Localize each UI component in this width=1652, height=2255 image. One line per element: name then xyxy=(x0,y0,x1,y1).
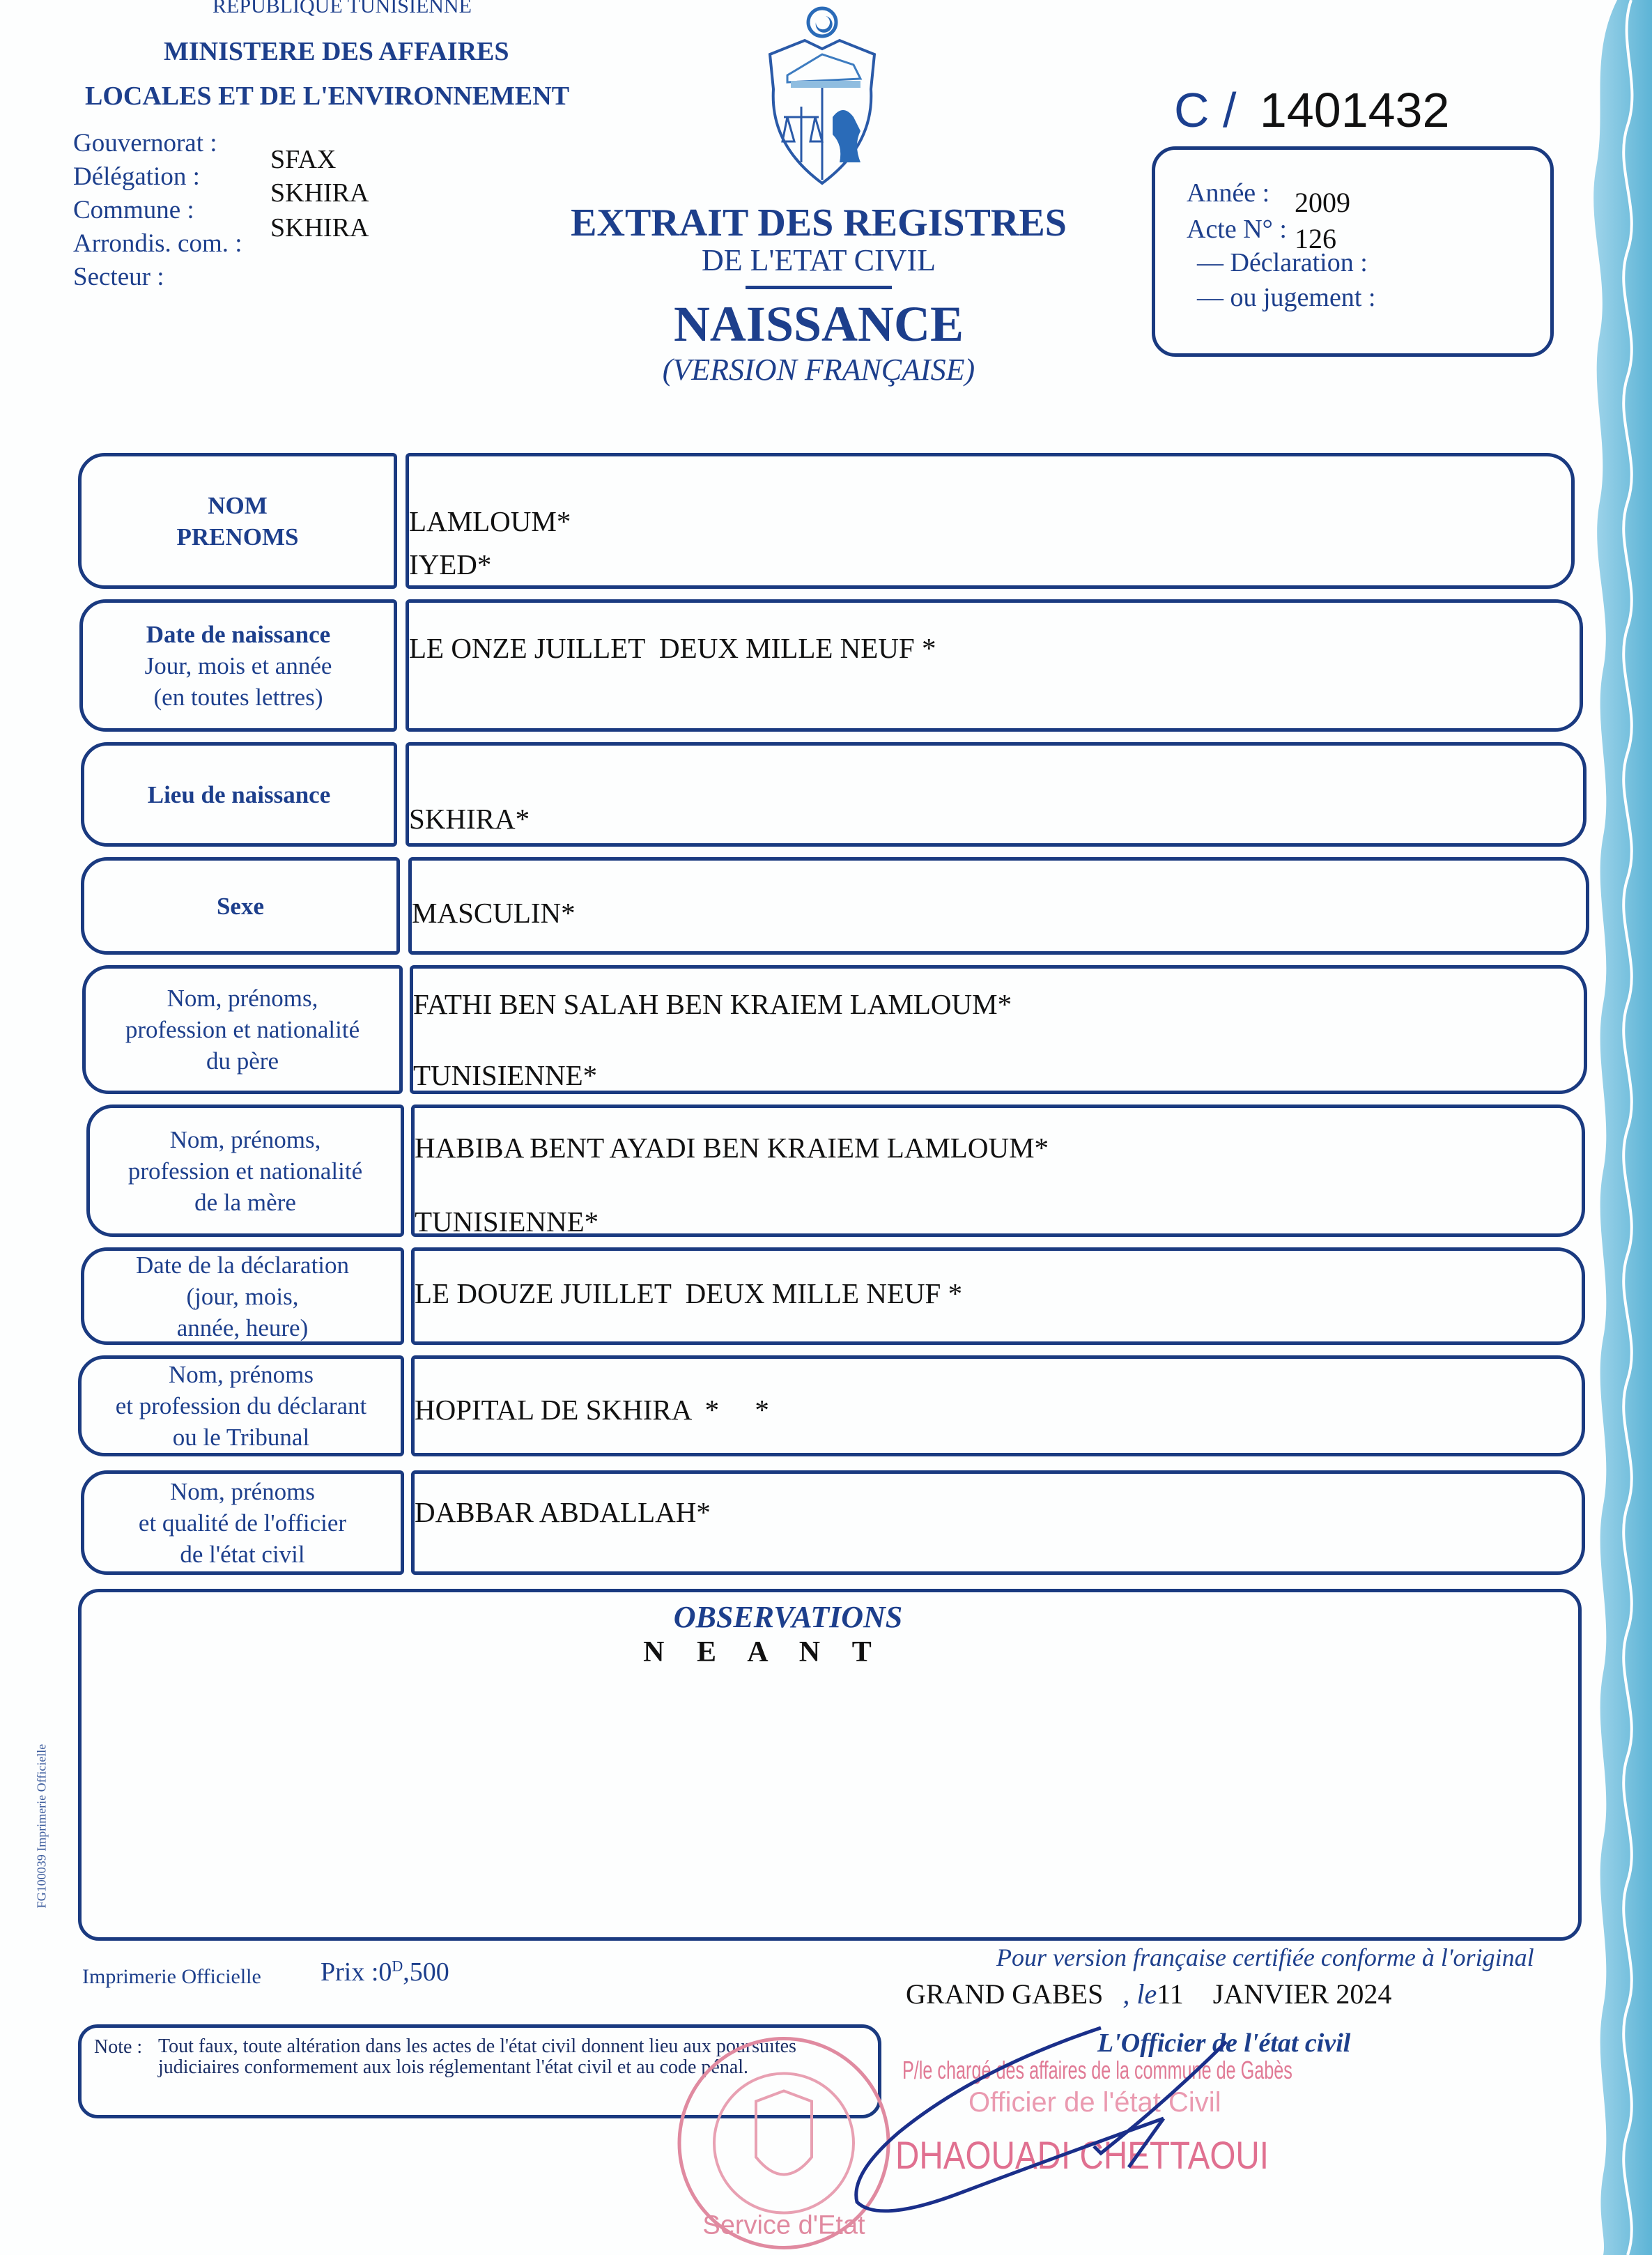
republic-heading: REPUBLIQUE TUNISIENNE xyxy=(213,0,472,17)
row-label-line: Lieu de naissance xyxy=(147,780,331,808)
price xyxy=(321,1957,449,1987)
row-value-line: IYED* xyxy=(409,548,492,580)
printer-name: Imprimerie Officielle xyxy=(82,1965,261,1988)
row-value-cell xyxy=(410,965,1587,1094)
issue-month-year: JANVIER 2024 xyxy=(1212,1978,1392,2010)
row-value-line: LE ONZE JUILLET DEUX MILLE NEUF * xyxy=(409,632,936,664)
jugement-label: — ou jugement : xyxy=(1197,283,1376,312)
field-value-gouvernorat: SFAX xyxy=(270,145,337,174)
row-label-line: Nom, prénoms, xyxy=(169,1125,321,1153)
observations-title: OBSERVATIONS xyxy=(673,1600,903,1634)
row-value-line: TUNISIENNE* xyxy=(415,1206,599,1238)
row-label-cell xyxy=(78,1355,404,1456)
tunisia-coat-of-arms xyxy=(756,6,888,187)
row-value-cell xyxy=(408,857,1589,955)
row-value-line: MASCULIN* xyxy=(412,897,576,929)
title-etat-civil: DE L'ETAT CIVIL xyxy=(702,243,936,277)
field-value-commune: SKHIRA xyxy=(270,213,369,243)
price-value: 0 xyxy=(378,1957,392,1987)
field-label-gouvernorat: Gouvernorat : xyxy=(73,129,217,157)
field-label-delegation: Délégation : xyxy=(73,162,200,191)
issue-place: GRAND GABES xyxy=(906,1978,1104,2010)
title-block xyxy=(530,202,1108,388)
row-label-line: Nom, prénoms xyxy=(168,1361,314,1388)
officer-title: L'Officier de l'état civil xyxy=(1097,2029,1351,2058)
row-label-cell xyxy=(81,857,400,955)
stamp-name: DHAOUADI CHETTAOUI xyxy=(895,2133,1269,2177)
row-value-line: HOPITAL DE SKHIRA * * xyxy=(415,1394,769,1426)
issue-le: , le xyxy=(1122,1978,1157,2010)
row-label-line: profession et nationalité xyxy=(125,1016,360,1043)
row-label-line: (jour, mois, xyxy=(186,1282,299,1310)
row-label-line: de l'état civil xyxy=(180,1540,305,1568)
issue-day: 11 xyxy=(1157,1978,1184,2010)
acte-label: Acte N° : xyxy=(1187,215,1287,244)
row-label-cell xyxy=(81,1247,404,1345)
row-value-line: LE DOUZE JUILLET DEUX MILLE NEUF * xyxy=(415,1277,963,1309)
row-value-cell xyxy=(406,453,1575,589)
row-label-cell xyxy=(81,1470,404,1575)
security-border-pattern xyxy=(1575,0,1652,2255)
price-unit: D xyxy=(392,1957,403,1975)
stamp-line-2: Officier de l'état Civil xyxy=(968,2087,1221,2118)
note-label: Note : xyxy=(94,2036,143,2058)
serial-number xyxy=(1174,82,1449,138)
row-label-cell xyxy=(86,1105,404,1237)
annee-value: 2009 xyxy=(1295,187,1350,218)
title-naissance: NAISSANCE xyxy=(673,296,964,352)
serial-prefix: C / xyxy=(1174,83,1237,137)
row-label-line: et profession du déclarant xyxy=(115,1392,367,1419)
row-value-cell xyxy=(411,1247,1585,1345)
serial-value: 1401432 xyxy=(1259,83,1450,137)
field-label-commune: Commune : xyxy=(73,196,194,224)
row-value-line: FATHI BEN SALAH BEN KRAIEM LAMLOUM* xyxy=(413,988,1012,1020)
officer-signature xyxy=(836,1993,1289,2223)
declaration-label: — Déclaration : xyxy=(1197,248,1368,277)
title-extrait: EXTRAIT DES REGISTRES xyxy=(571,201,1067,245)
observations-value: N E A N T xyxy=(643,1636,884,1668)
row-label-line: du père xyxy=(206,1047,279,1075)
row-label-line: profession et nationalité xyxy=(128,1157,363,1185)
row-label-line: Nom, prénoms, xyxy=(167,985,318,1012)
row-label-line: ou le Tribunal xyxy=(172,1424,310,1451)
registry-info-box xyxy=(1152,146,1554,357)
row-label-line: de la mère xyxy=(194,1188,296,1216)
row-label-cell xyxy=(82,965,403,1094)
price-label: Prix : xyxy=(321,1957,379,1987)
row-label-line: PRENOMS xyxy=(176,523,299,551)
row-label-line: NOM xyxy=(208,491,268,519)
row-value-line: TUNISIENNE* xyxy=(413,1059,598,1091)
row-label-cell xyxy=(79,599,397,732)
side-print-code: FG100039 Imprimerie Officielle xyxy=(34,1744,49,1909)
row-value-line: LAMLOUM* xyxy=(409,505,571,537)
price-millimes: ,500 xyxy=(403,1957,449,1987)
note-text: Tout faux, toute altération dans les actes de l'état civil donnent lieu aux poursuites judiciaires conformement aux lois réglementant l'état civil et au code pénal. xyxy=(158,2035,796,2078)
row-label-line: et qualité de l'officier xyxy=(138,1509,347,1537)
title-divider xyxy=(746,286,892,289)
row-value-cell xyxy=(411,1470,1585,1575)
row-label-line: Nom, prénoms xyxy=(169,1477,316,1505)
title-version: (VERSION FRANÇAISE) xyxy=(662,353,975,387)
field-label-arrondissement: Arrondis. com. : xyxy=(73,229,242,258)
row-value-cell xyxy=(411,1105,1585,1237)
row-value-cell xyxy=(411,1355,1585,1456)
svg-text:Service d'Etat: Service d'Etat xyxy=(702,2210,865,2240)
certified-statement: Pour version française certifiée conforme à l'original xyxy=(996,1944,1534,1971)
row-label-cell xyxy=(78,453,397,589)
row-label-line: (en toutes lettres) xyxy=(153,683,323,711)
row-label-line: année, heure) xyxy=(176,1314,309,1341)
ministry-line-1: MINISTERE DES AFFAIRES xyxy=(164,37,509,66)
row-value-cell xyxy=(406,742,1587,847)
row-label-line: Date de la déclaration xyxy=(135,1251,350,1279)
row-label-line: Sexe xyxy=(216,892,265,920)
acte-value: 126 xyxy=(1295,223,1336,254)
field-label-secteur: Secteur : xyxy=(73,263,164,291)
field-value-delegation: SKHIRA xyxy=(270,178,369,208)
stamp-line-1: P/le chargé des affaires de la commune de Gabès xyxy=(902,2056,1292,2084)
row-value-line: SKHIRA* xyxy=(409,803,530,835)
row-value-line: HABIBA BENT AYADI BEN KRAIEM LAMLOUM* xyxy=(415,1132,1049,1164)
row-label-line: Jour, mois et année xyxy=(144,652,332,679)
annee-label: Année : xyxy=(1187,178,1270,208)
row-label-line: Date de naissance xyxy=(146,620,331,648)
row-value-line: DABBAR ABDALLAH* xyxy=(415,1496,711,1528)
observations-box xyxy=(78,1589,1582,1941)
ministry-line-2: LOCALES ET DE L'ENVIRONNEMENT xyxy=(85,82,570,111)
row-value-cell xyxy=(406,599,1583,732)
row-label-cell xyxy=(81,742,397,847)
